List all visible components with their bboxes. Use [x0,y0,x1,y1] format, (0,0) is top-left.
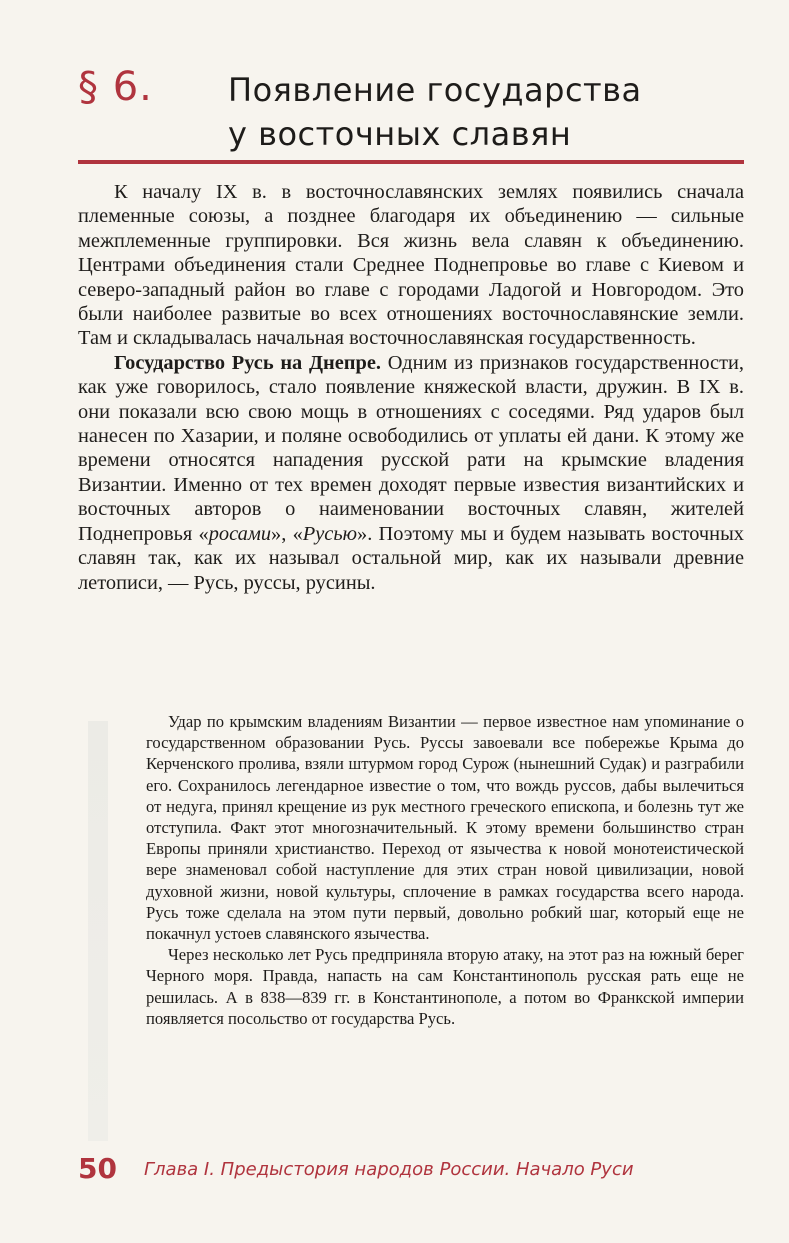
supplementary-text [146,711,744,1029]
supplementary-block [78,703,744,1153]
main-paragraph-2 [78,351,744,595]
running-chapter-title: Глава I. Предыстория народов России. Начало Руси [144,1159,634,1180]
main-paragraph-1: К началу IX в. в восточнославянских землях появились сначала племенные союзы, а позднее благодаря их объединению — сильные межплеменные группировки. Вся жизнь вела славян к объединению. Центрами объединения стали Среднее Поднепровье во главе с Киевом и северо-западный район во главе с городами Ладогой и Новгородом. Это были наиболее развитые во всех отношениях восточнославянские земли. Там и складывалась начальная восточнославянская государственность. [78,181,744,350]
section-title-line-2: у восточных славян [228,115,572,153]
paragraph-text: Одним из признаков государственности, как уже говорилось, стало появление княжеской власти, дружин. В IX в. они показали всю свою мощь в отношениях с соседями. Ряд ударов был нанесен по Хазарии, и поляне освободились от уплаты ей дани. К этому же времени относятся нападения русской рати на крымские владения Византии. Именно от тех времен доходят первые известия византийских и восточных авторов о наименовании восточных славян, жителей Поднепровья « [78,351,744,545]
section-title [228,68,642,156]
supplementary-marker-bar [88,721,108,1141]
italic-term-rusyu: Русью [302,522,357,545]
heading-divider [78,160,744,164]
page-number: 50 [78,1152,117,1185]
main-text [78,180,744,595]
section-title-line-1: Появление государства [228,71,642,109]
italic-term-rosami: росами [208,522,272,545]
supplementary-paragraph-1: Удар по крымским владениям Византии — первое известное нам упоминание о государственном образовании Русь. Руссы завоевали все побережье Крыма до Керченского пролива, взяли штурмом город Сурож (нынешний Судак) и разграбили его. Сохранилось легендарное известие о том, что вождь руссов, дабы вылечиться от недуга, принял крещение из рук местного греческого епископа, и болезнь тут же отступила. Факт этот многозначительный. К этому времени большинство стран Европы приняли христианство. Переход от язычества к новой монотеистической вере знаменовал собой наступление для этих стран новой цивилизации, новой духовной жизни, новой культуры, сплочение в рамках государства всего народа. Русь тоже сделала на этом пути первый, довольно робкий шаг, который еще не покачнул устоев славянского язычества. [146,712,744,944]
paragraph-text: », « [271,522,303,545]
section-heading [0,0,789,170]
supplementary-paragraph-2: Через несколько лет Русь предприняла вторую атаку, на этот раз на южный берег Черного моря. Правда, напасть на сам Константинополь русская рать еще не решилась. А в 838—839 гг. в Константинополе, а потом во Франкской империи появляется посольство от государства Русь. [146,945,744,1028]
section-number: § 6. [78,64,153,110]
page-footer [78,1152,744,1192]
paragraph-text: ». Поэтому мы и будем называть восточных славян так, как их называл остальной мир, как их называли древние летописи, — Русь, руссы, русины. [78,522,744,594]
subheading-rus-on-dnieper: Государство Русь на Днепре. [114,351,382,374]
